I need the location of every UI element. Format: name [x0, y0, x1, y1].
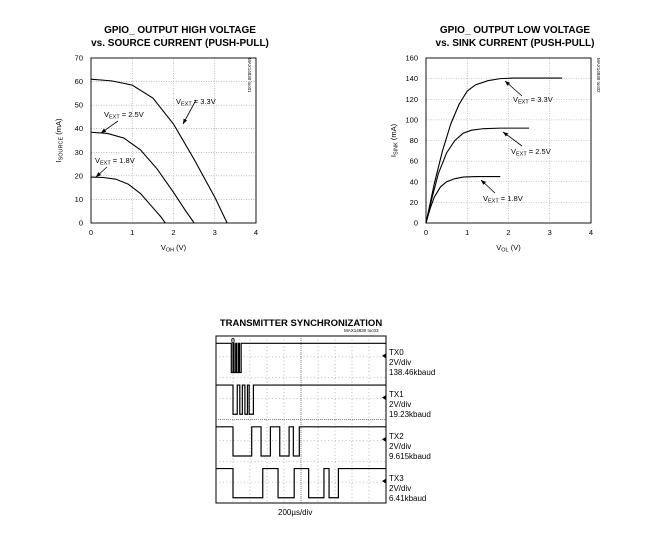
src-ytick-label: 30	[74, 147, 83, 157]
src-xtick-label: 0	[88, 228, 94, 237]
src-ytick-label: 0	[78, 218, 83, 228]
chart2-title-line1: GPIO_ OUTPUT LOW VOLTAGE	[439, 25, 591, 36]
scope-tag: MAX14830 toc03	[344, 328, 379, 333]
scope-timebase: 200µs/div	[278, 508, 313, 517]
scope-title: TRANSMITTER SYNCHRONIZATION	[219, 318, 383, 329]
src-xtick-label: 1	[130, 228, 135, 237]
sink-ytick-label: 60	[409, 156, 418, 166]
scope-ch-scale-1: 2V/div	[389, 400, 412, 409]
sink-series-label: $V_{EXT} = 2.5V$	[511, 147, 551, 158]
sink-xtick-label: 1	[465, 228, 470, 237]
scope-ch-rate-2: 9.615kbaud	[389, 452, 431, 461]
src-ytick-label: 10	[74, 194, 83, 204]
sink-ytick-label: 80	[409, 136, 418, 145]
scope-trigger-marker: 0	[231, 338, 235, 345]
src-series-label: $V_{EXT} = 1.8V$	[95, 156, 135, 167]
sink-xtick-label: 0	[423, 228, 429, 237]
sink-series-label: $V_{EXT} = 3.3V$	[513, 95, 553, 106]
src-ylabel: $I_{SOURCE}$ (mA)	[54, 118, 65, 163]
scope-ch-scale-2: 2V/div	[389, 442, 412, 451]
src-series-label: $V_{EXT} = 2.5V$	[104, 110, 144, 121]
src-ytick-label: 40	[74, 124, 83, 134]
sink-xtick-label: 4	[588, 228, 594, 237]
src-ytick-label: 70	[74, 53, 83, 63]
chart2-title-line2: vs. SINK CURRENT (PUSH-PULL)	[435, 38, 595, 49]
sink-ytick-label: 100	[405, 115, 418, 125]
sink-ytick-label: 160	[405, 53, 418, 63]
scope-ch-name-0: TX0	[389, 348, 404, 357]
sink-ylabel: $I_{SINK}$ (mA)	[389, 123, 400, 158]
src-ytick-label: 50	[74, 100, 83, 110]
src-xlabel: $V_{OH}$ (V)	[160, 243, 187, 254]
scope-ch-rate-1: 19.23kbaud	[389, 410, 431, 419]
src-ytick-label: 60	[74, 77, 83, 87]
sink-series-label: $V_{EXT} = 1.8V$	[483, 194, 523, 205]
sink-xtick-label: 3	[547, 228, 552, 237]
scope-ch-label-2	[389, 432, 431, 462]
sink-ytick-label: 20	[409, 197, 418, 207]
scope-ch-label-1	[389, 390, 431, 420]
sink-ytick-label: 140	[405, 74, 418, 84]
chart1-title-line2: vs. SOURCE CURRENT (PUSH-PULL)	[91, 38, 269, 49]
chart1-tag: MAX14830 toc01	[247, 58, 252, 93]
sink-ytick-label: 0	[413, 218, 418, 228]
scope-ch-label-3	[389, 474, 426, 504]
scope-ch-rate-0: 138.46kbaud	[389, 368, 436, 377]
sink-xtick-label: 2	[506, 228, 511, 237]
scope-ch-scale-3: 2V/div	[389, 484, 412, 493]
scope-ch-scale-0: 2V/div	[389, 358, 412, 367]
scope-ch-rate-3: 6.41kbaud	[389, 494, 427, 503]
sink-ytick-label: 40	[409, 177, 418, 187]
scope-ch-name-2: TX2	[389, 432, 404, 441]
src-xtick-label: 3	[212, 228, 217, 237]
scope-ch-name-1: TX1	[389, 390, 404, 399]
src-series-label: $V_{EXT} = 3.3V$	[176, 97, 216, 108]
src-ytick-label: 20	[74, 171, 83, 181]
scope-ch-label-0	[389, 348, 435, 378]
chart2-tag: MAX14830 toc02	[596, 58, 601, 93]
sink-ytick-label: 120	[405, 94, 418, 104]
scope-ch-name-3: TX3	[389, 474, 404, 483]
src-xtick-label: 4	[253, 228, 259, 237]
sink-xlabel: $V_{OL}$ (V)	[496, 243, 521, 254]
src-xtick-label: 2	[171, 228, 176, 237]
chart1-title-line1: GPIO_ OUTPUT HIGH VOLTAGE	[104, 25, 256, 36]
